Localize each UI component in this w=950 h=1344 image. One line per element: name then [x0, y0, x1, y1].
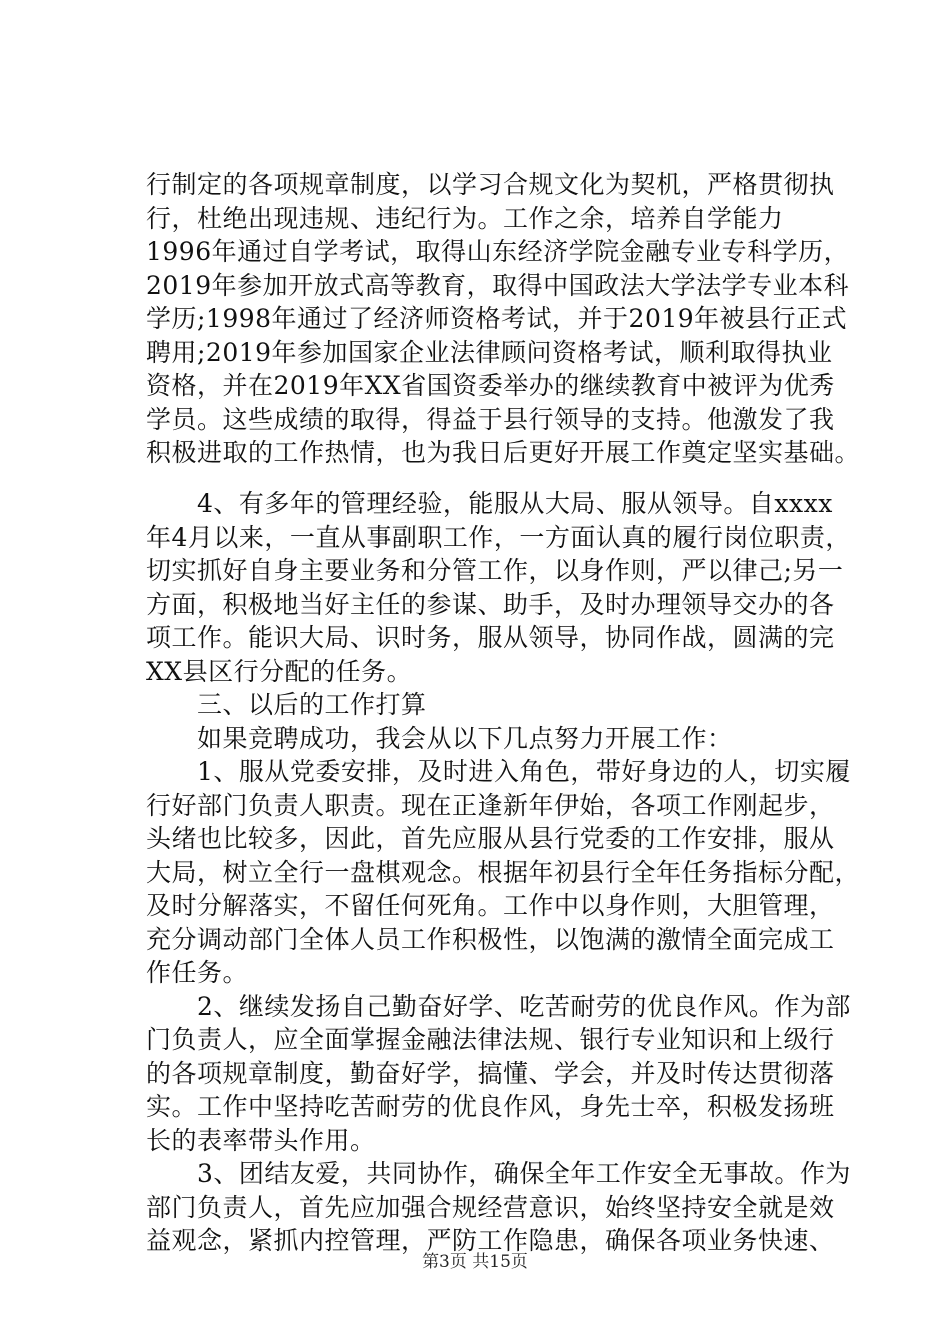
text-line: 行好部门负责人职责。现在正逢新年伊始，各项工作刚起步， [146, 790, 835, 820]
text-line: 头绪也比较多，因此，首先应服从县行党委的工作安排，服从 [146, 824, 835, 853]
text-line: 大局，树立全行一盘棋观念。根据年初县行全年任务指标分配， [146, 857, 861, 887]
text-block-upper [146, 168, 861, 470]
text-line: 行，杜绝出现违规、违纪行为。工作之余，培养自学能力 [146, 203, 784, 233]
text-line: 作任务。 [146, 958, 249, 987]
text-line: 年4月以来，一直从事副职工作，一方面认真的履行岗位职责， [146, 522, 851, 552]
text-line: 2019年参加开放式高等教育，取得中国政法大学法学专业本科 [146, 270, 850, 300]
text-line: 切实抓好自身主要业务和分管工作，以身作则，严以律己;另一 [146, 556, 844, 585]
text-line: 益观念，紧抓内控管理，严防工作隐患，确保各项业务快速、 [146, 1226, 835, 1255]
text-line: 门负责人，应全面掌握金融法律法规、银行专业知识和上级行 [146, 1025, 835, 1054]
text-line: 如果竞聘成功，我会从以下几点努力开展工作： [146, 723, 733, 753]
text-line: 学历;1998年通过了经济师资格考试，并于2019年被县行正式 [146, 304, 848, 333]
text-line: 1、服从党委安排，及时进入角色，带好身边的人，切实履 [146, 757, 851, 786]
text-line: 的各项规章制度，勤奋好学，搞懂、学会，并及时传达贯彻落 [146, 1058, 835, 1088]
text-line: 3、团结友爱，共同协作，确保全年工作安全无事故。作为 [146, 1159, 851, 1188]
text-line: 1996年通过自学考试，取得山东经济学院金融专业专科学历， [146, 237, 850, 266]
text-line: 实。工作中坚持吃苦耐劳的优良作风，身先士卒，积极发扬班 [146, 1092, 835, 1121]
text-line: 方面，积极地当好主任的参谋、助手，及时办理领导交办的各 [146, 589, 835, 619]
text-line: XX县区行分配的任务。 [146, 656, 413, 686]
section-heading: 三、以后的工作打算 [146, 690, 427, 719]
text-line: 4、有多年的管理经验，能服从大局、服从领导。自xxxx [146, 489, 833, 518]
text-line: 长的表率带头作用。 [146, 1125, 376, 1155]
text-line: 积极进取的工作热情，也为我日后更好开展工作奠定坚实基础。 [146, 438, 861, 467]
text-line: 部门负责人，首先应加强合规经营意识，始终坚持安全就是效 [146, 1192, 835, 1222]
text-line: 聘用;2019年参加国家企业法律顾问资格考试，顺利取得执业 [146, 337, 833, 367]
text-line: 充分调动部门全体人员工作积极性，以饱满的激情全面完成工 [146, 924, 835, 954]
text-line: 资格，并在2019年XX省国资委举办的继续教育中被评为优秀 [146, 371, 835, 400]
page-number-footer: 第3页 共15页 [422, 1252, 528, 1272]
text-line: 行制定的各项规章制度，以学习合规文化为契机，严格贯彻执 [146, 170, 835, 199]
text-line: 及时分解落实，不留任何死角。工作中以身作则，大胆管理， [146, 891, 835, 920]
text-block-lower [146, 487, 861, 1258]
text-line: 项工作。能识大局、识时务，服从领导，协同作战，圆满的完 [146, 623, 835, 652]
text-line: 2、继续发扬自己勤奋好学、吃苦耐劳的优良作风。作为部 [146, 991, 851, 1021]
text-line: 学员。这些成绩的取得，得益于县行领导的支持。他激发了我 [146, 404, 835, 434]
